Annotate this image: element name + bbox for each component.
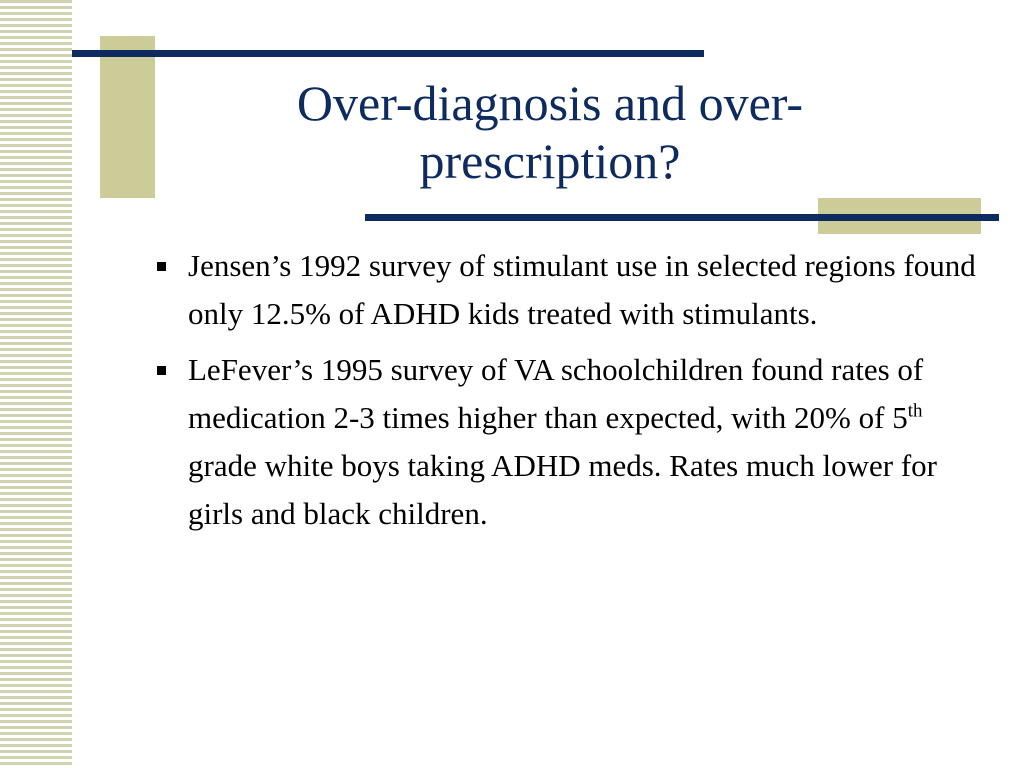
bullet-list	[155, 242, 985, 546]
bullet-text: Jensen’s 1992 survey of stimulant use in selected regions found only 12.5% of ADHD kids treated with stimulants.	[188, 248, 976, 331]
title-rule-bottom	[365, 214, 999, 221]
square-bullet-icon	[157, 262, 166, 271]
title-rule-top	[72, 50, 704, 57]
slide-title	[160, 74, 940, 190]
slide-title-line-1: Over-diagnosis and over-	[296, 75, 804, 131]
slide-title-line-2: prescription?	[419, 133, 681, 189]
bullet-text-end: grade white boys taking ADHD meds. Rates much lower for girls and black children.	[188, 448, 938, 531]
bullet-item-jensen	[155, 242, 985, 338]
bullet-item-lefever	[155, 346, 985, 538]
ordinal-superscript: th	[907, 400, 923, 422]
decorative-stripes	[0, 0, 72, 768]
square-bullet-icon	[157, 366, 166, 375]
bullet-text-start: LeFever’s 1995 survey of VA schoolchildren found rates of medication 2-3 times higher than expected, with 20% of 5	[188, 352, 924, 435]
decorative-block-left	[100, 36, 155, 198]
